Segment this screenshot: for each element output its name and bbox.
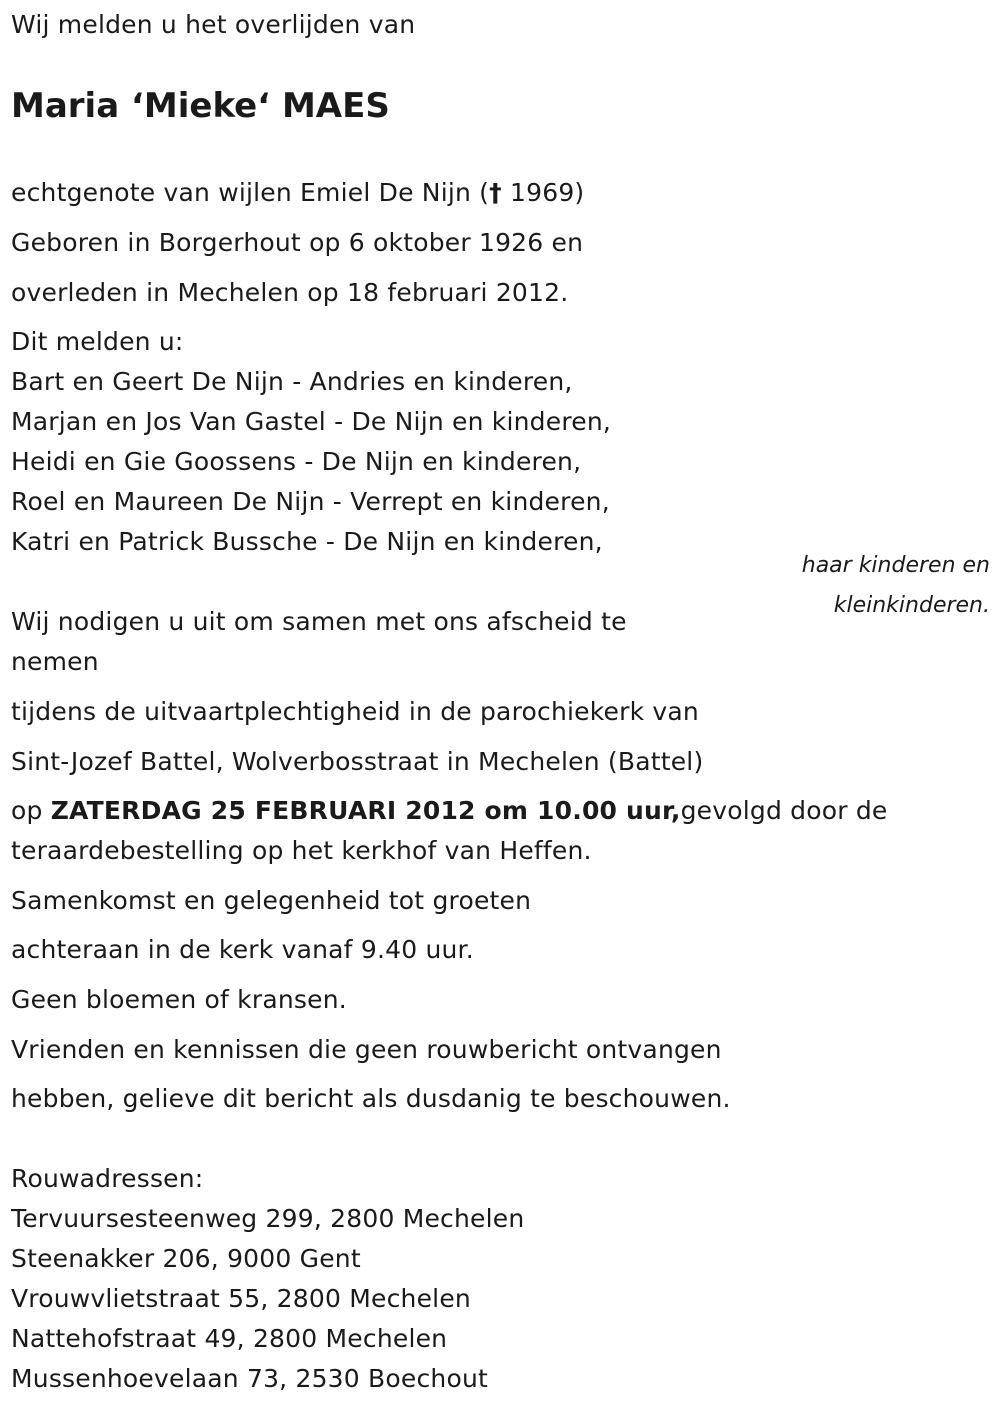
family-summary-line: haar kinderen en [801, 553, 990, 578]
death-line: overleden in Mechelen op 18 februari 2012. [11, 278, 569, 307]
spouse-year: 1969) [510, 178, 585, 207]
gathering-line: Samenkomst en gelegenheid tot groeten [11, 886, 532, 915]
spouse-line [11, 178, 584, 208]
ceremony-line: tijdens de uitvaartplechtigheid in de parochiekerk van [11, 697, 699, 726]
date-prefix: op [11, 796, 51, 825]
deceased-name: Maria ‘Mieke‘ MAES [11, 86, 390, 126]
no-flowers-line: Geen bloemen of kransen. [11, 985, 347, 1014]
address-line: Vrouwvlietstraat 55, 2800 Mechelen [11, 1284, 471, 1313]
address-line: Nattehofstraat 49, 2800 Mechelen [11, 1324, 448, 1353]
family-line: Heidi en Gie Goossens - De Nijn en kinderen, [11, 447, 582, 476]
gathering-line: achteraan in de kerk vanaf 9.40 uur. [11, 935, 474, 964]
date-suffix: gevolgd door de [680, 796, 888, 825]
notice-line: hebben, gelieve dit bericht als dusdanig te beschouwen. [11, 1084, 731, 1113]
cross-icon: † [489, 178, 502, 207]
invitation-line: Wij nodigen u uit om samen met ons afscheid te [11, 607, 627, 636]
family-summary-line: kleinkinderen. [833, 593, 990, 618]
announcers-heading: Dit melden u: [11, 327, 184, 356]
family-line: Katri en Patrick Bussche - De Nijn en kinderen, [11, 527, 603, 556]
notice-line: Vrienden en kennissen die geen rouwbericht ontvangen [11, 1035, 722, 1064]
date-line [11, 796, 888, 826]
spouse-text: echtgenote van wijlen Emiel De Nijn ( [11, 178, 490, 207]
invitation-line: nemen [11, 647, 99, 676]
burial-line: teraardebestelling op het kerkhof van Heffen. [11, 836, 592, 865]
family-line: Marjan en Jos Van Gastel - De Nijn en kinderen, [11, 407, 612, 436]
funeral-date: ZATERDAG 25 FEBRUARI 2012 om 10.00 uur, [50, 796, 681, 825]
address-line: Mussenhoevelaan 73, 2530 Boechout [11, 1364, 488, 1393]
ceremony-line: Sint-Jozef Battel, Wolverbosstraat in Mechelen (Battel) [11, 747, 704, 776]
family-line: Roel en Maureen De Nijn - Verrept en kinderen, [11, 487, 610, 516]
intro-text: Wij melden u het overlijden van [11, 10, 416, 39]
address-line: Steenakker 206, 9000 Gent [11, 1244, 361, 1273]
address-line: Tervuursesteenweg 299, 2800 Mechelen [11, 1204, 525, 1233]
addresses-heading: Rouwadressen: [11, 1164, 204, 1193]
birth-line: Geboren in Borgerhout op 6 oktober 1926 en [11, 228, 584, 257]
family-line: Bart en Geert De Nijn - Andries en kinderen, [11, 367, 573, 396]
